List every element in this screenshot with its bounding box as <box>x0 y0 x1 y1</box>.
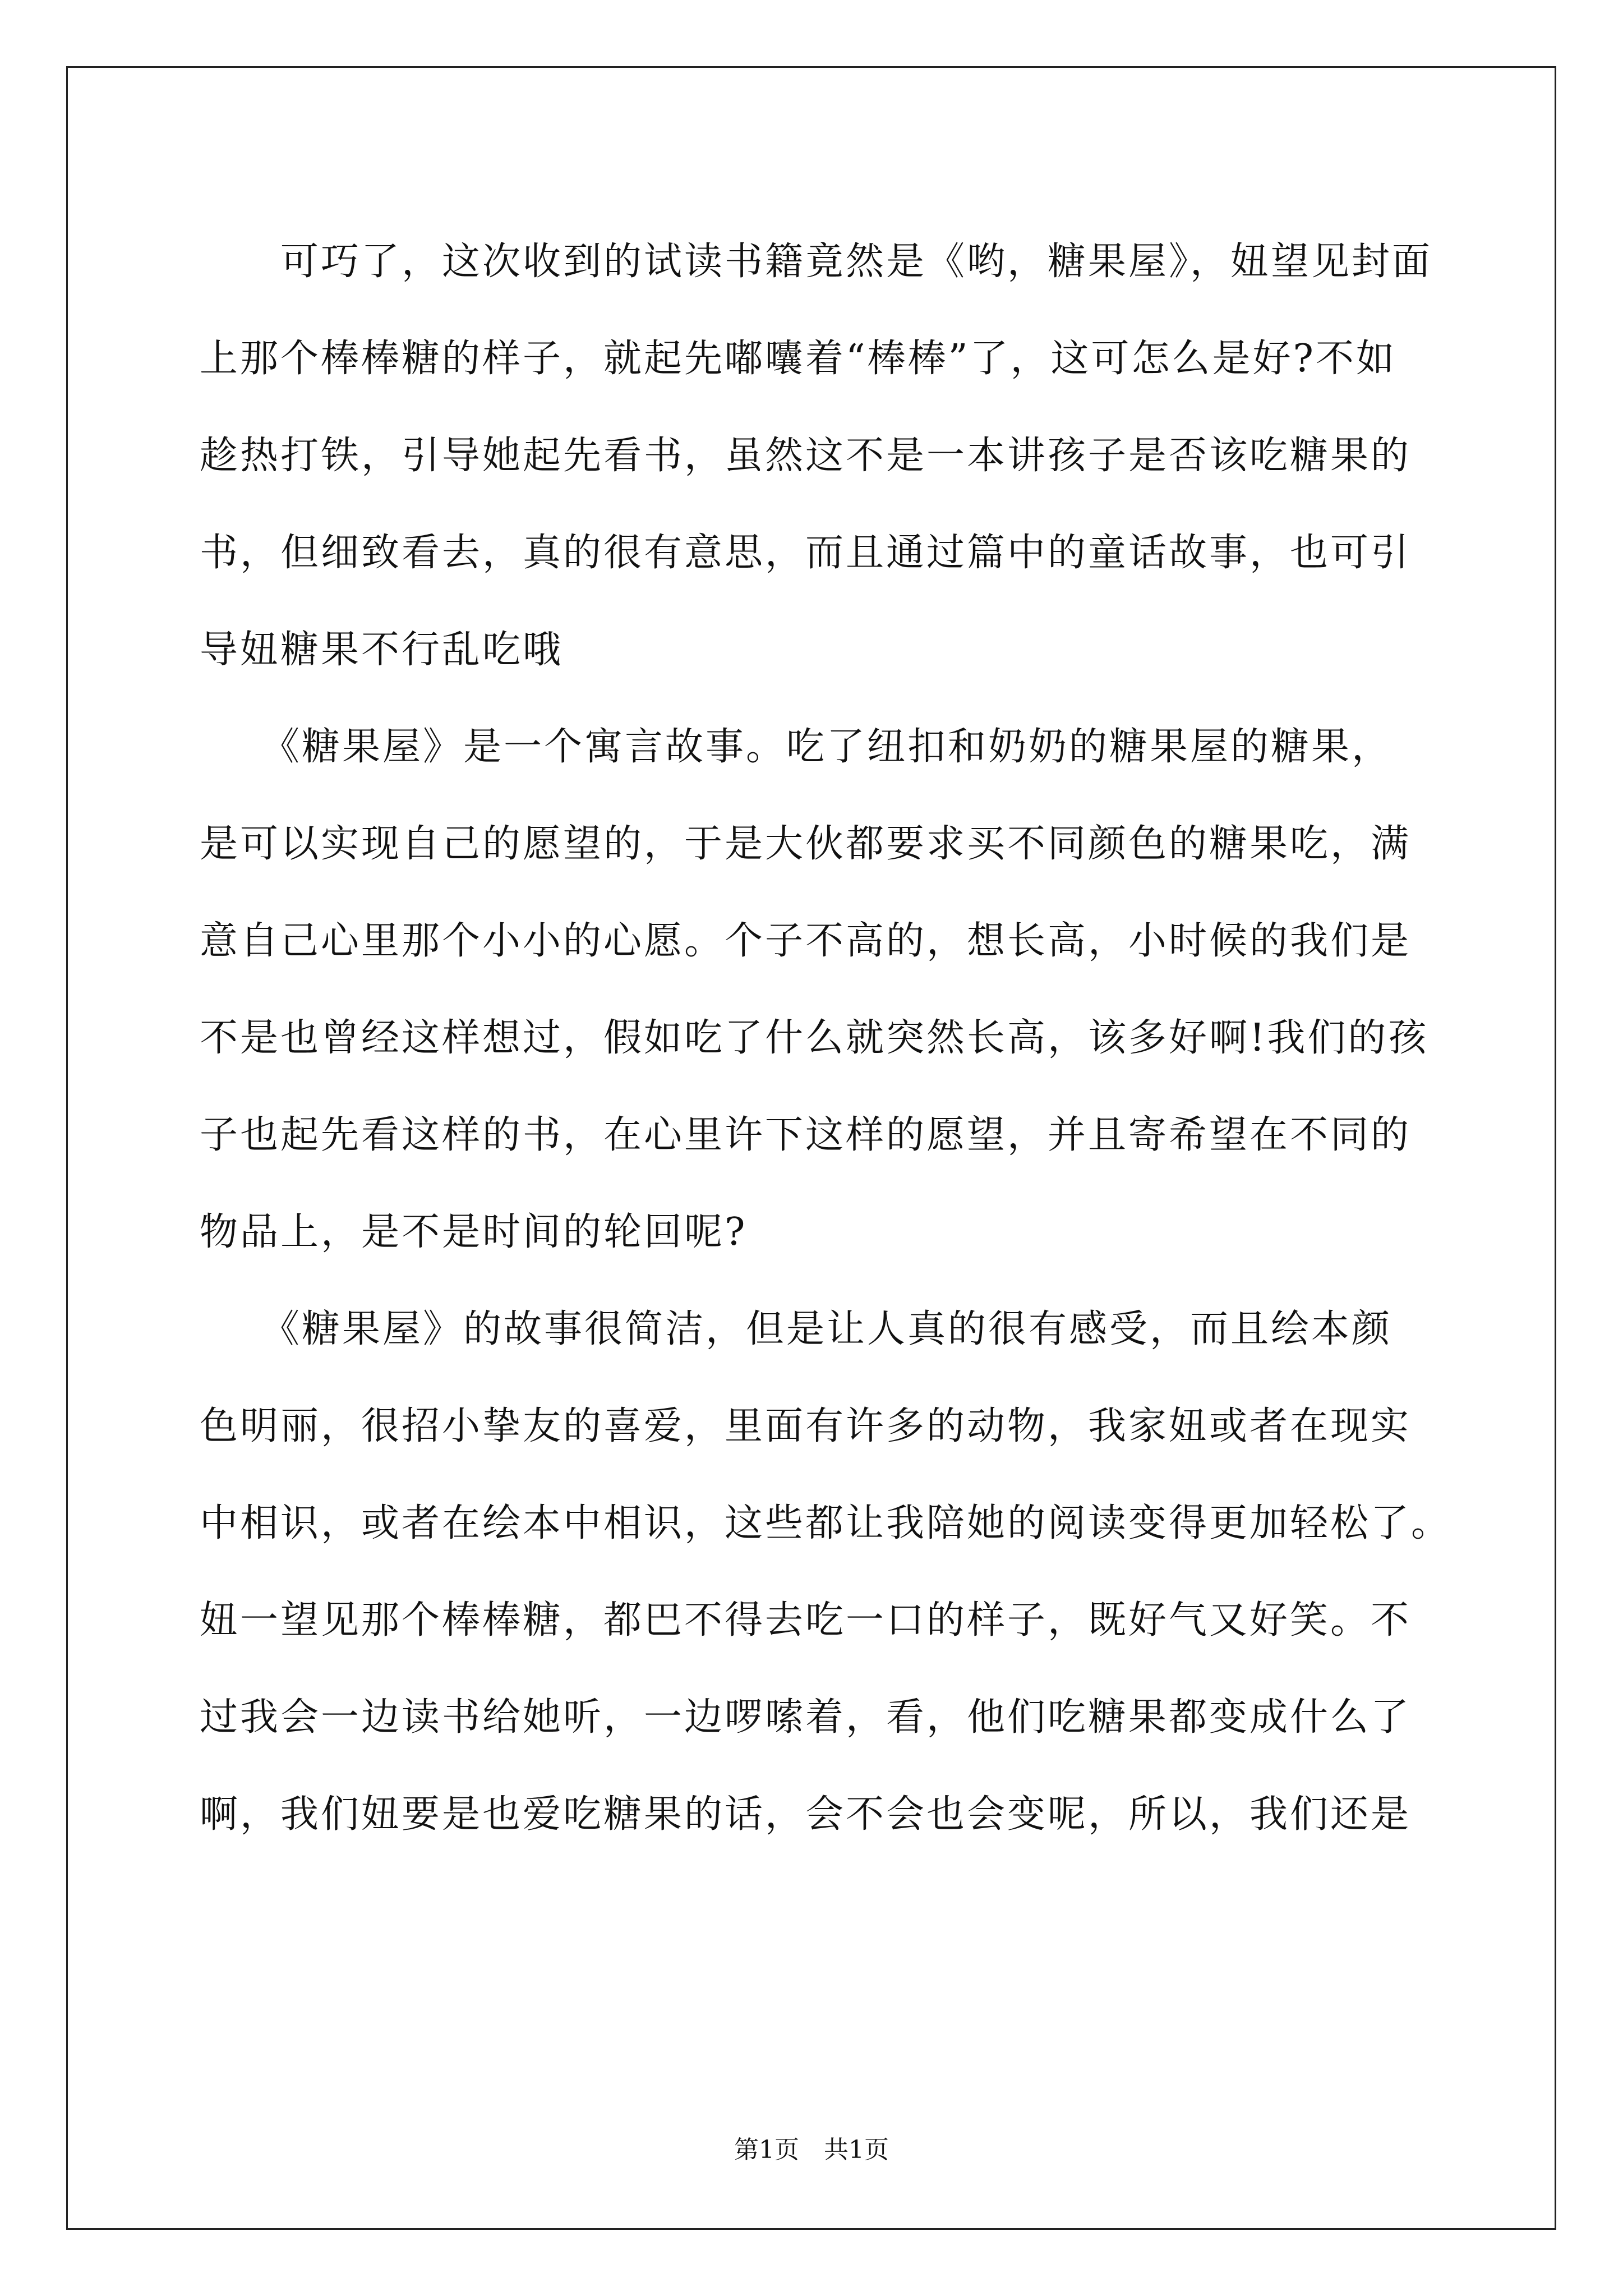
text-line: 过我会一边读书给她听，一边啰嗦着，看，他们吃糖果都变成什么了 <box>200 1695 1412 1740</box>
text-line: 《糖果屋》是一个寓言故事。吃了纽扣和奶奶的糖果屋的糖果， <box>200 725 1393 769</box>
text-line: 色明丽，很招小挚友的喜爱，里面有许多的动物，我家妞或者在现实 <box>200 1404 1412 1448</box>
text-line: 意自己心里那个小小的心愿。个子不高的，想长高，小时候的我们是 <box>200 919 1412 963</box>
text-line: 中相识，或者在绘本中相识，这些都让我陪她的阅读变得更加轻松了。 <box>200 1501 1452 1545</box>
text-line: 上那个棒棒糖的样子，就起先嘟囔着“棒棒”了，这可怎么是好?不如 <box>200 337 1396 381</box>
text-line: 妞一望见那个棒棒糖，都巴不得去吃一口的样子，既好气又好笑。不 <box>200 1598 1412 1642</box>
document-body <box>200 213 1456 1863</box>
text-line: 子也起先看这样的书，在心里许下这样的愿望，并且寄希望在不同的 <box>200 1113 1412 1157</box>
page-number: 第1页 <box>734 2136 799 2164</box>
text-line: 《糖果屋》的故事很简洁，但是让人真的很有感受，而且绘本颜 <box>200 1307 1393 1351</box>
text-line: 趁热打铁，引导她起先看书，虽然这不是一本讲孩子是否该吃糖果的 <box>200 434 1412 478</box>
text-line: 书，但细致看去，真的很有意思，而且通过篇中的童话故事，也可引 <box>200 531 1412 575</box>
page-footer <box>0 2133 1623 2167</box>
page-total: 共1页 <box>824 2136 889 2164</box>
text-line: 可巧了，这次收到的试读书籍竟然是《哟，糖果屋》，妞望见封面 <box>200 240 1433 284</box>
text-line: 导妞糖果不行乱吃哦 <box>200 628 564 672</box>
text-line: 是可以实现自己的愿望的，于是大伙都要求买不同颜色的糖果吃，满 <box>200 822 1412 866</box>
text-line: 啊，我们妞要是也爱吃糖果的话，会不会也会变呢，所以，我们还是 <box>200 1792 1412 1837</box>
text-line: 物品上，是不是时间的轮回呢? <box>200 1210 748 1254</box>
text-line: 不是也曾经这样想过，假如吃了什么就突然长高，该多好啊!我们的孩 <box>200 1016 1429 1060</box>
